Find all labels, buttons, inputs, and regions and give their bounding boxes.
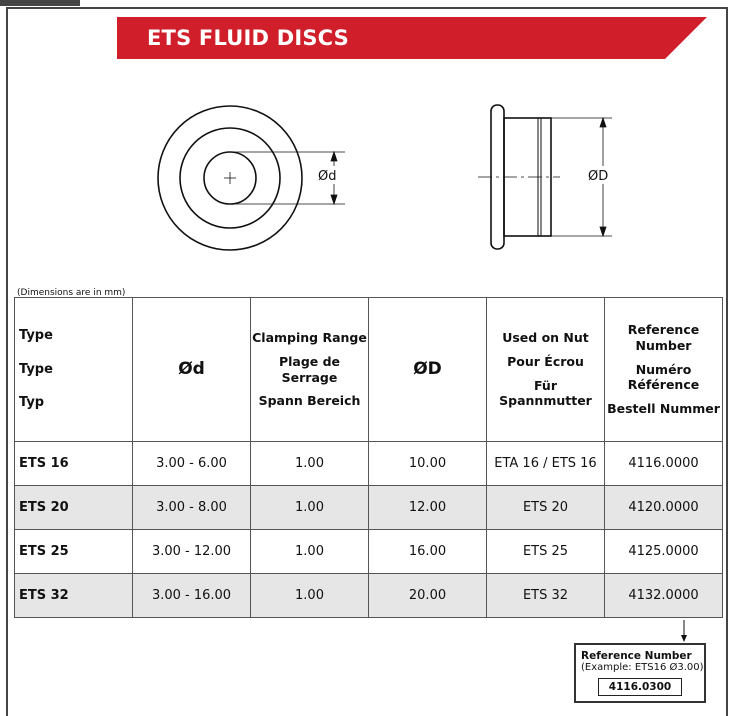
header-type: [15, 298, 133, 442]
cell-large-diameter: 12.00: [369, 486, 487, 530]
header-used-on-nut: [487, 298, 605, 442]
header-clamping-range: [251, 298, 369, 442]
reference-box-title: Reference Number: [581, 650, 692, 662]
table-row: [15, 530, 723, 574]
cell-clamping: 1.00: [251, 486, 369, 530]
cell-clamping: 1.00: [251, 530, 369, 574]
table-header-row: [15, 298, 723, 442]
product-table: [14, 297, 723, 618]
header-nut-fr: Pour Écrou: [507, 353, 584, 369]
cell-reference: 4125.0000: [605, 530, 723, 574]
technical-drawing: [0, 0, 737, 290]
cell-type: ETS 20: [15, 486, 133, 530]
header-large-diameter: ØD: [369, 298, 487, 442]
front-diameter-label: Ød: [318, 169, 337, 184]
cell-clamping: 1.00: [251, 574, 369, 618]
dimension-note: (Dimensions are in mm): [17, 288, 126, 298]
reference-box-value: 4116.0300: [598, 678, 682, 696]
header-ref-en: Reference Number: [627, 322, 700, 354]
cell-large-diameter: 16.00: [369, 530, 487, 574]
cell-small-diameter: 3.00 - 8.00: [133, 486, 251, 530]
cell-reference: 4120.0000: [605, 486, 723, 530]
header-type-fr: Type: [19, 361, 53, 377]
cell-nut: ETS 20: [487, 486, 605, 530]
cell-large-diameter: 20.00: [369, 574, 487, 618]
table-row: [15, 442, 723, 486]
cell-type: ETS 32: [15, 574, 133, 618]
header-type-en: Type: [19, 327, 53, 343]
header-ref-fr: Numéro Référence: [627, 361, 700, 393]
table-row: [15, 574, 723, 618]
page-title: ETS FLUID DISCS: [147, 26, 349, 50]
cell-small-diameter: 3.00 - 6.00: [133, 442, 251, 486]
center-mark: [224, 172, 236, 184]
header-nut-en: Used on Nut: [502, 330, 589, 346]
cell-nut: ETA 16 / ETS 16: [487, 442, 605, 486]
header-clamping-fr: Plage de Serrage: [278, 353, 341, 385]
header-ref-de: Bestell Nummer: [607, 400, 720, 416]
table-row: [15, 486, 723, 530]
header-type-de: Typ: [19, 395, 45, 411]
cell-small-diameter: 3.00 - 12.00: [133, 530, 251, 574]
cell-reference: 4132.0000: [605, 574, 723, 618]
cell-type: ETS 25: [15, 530, 133, 574]
cell-nut: ETS 25: [487, 530, 605, 574]
cell-large-diameter: 10.00: [369, 442, 487, 486]
side-diameter-label: ØD: [588, 169, 609, 184]
reference-example-box: [574, 643, 706, 703]
header-clamping-en: Clamping Range: [252, 330, 367, 346]
cell-clamping: 1.00: [251, 442, 369, 486]
cell-type: ETS 16: [15, 442, 133, 486]
header-small-diameter: Ød: [133, 298, 251, 442]
header-clamping-de: Spann Bereich: [258, 393, 361, 409]
reference-box-example: (Example: ETS16 Ø3.00): [581, 662, 704, 673]
header-nut-de: Für Spannmutter: [499, 377, 592, 409]
cell-nut: ETS 32: [487, 574, 605, 618]
cell-reference: 4116.0000: [605, 442, 723, 486]
header-reference-number: [605, 298, 723, 442]
cell-small-diameter: 3.00 - 16.00: [133, 574, 251, 618]
